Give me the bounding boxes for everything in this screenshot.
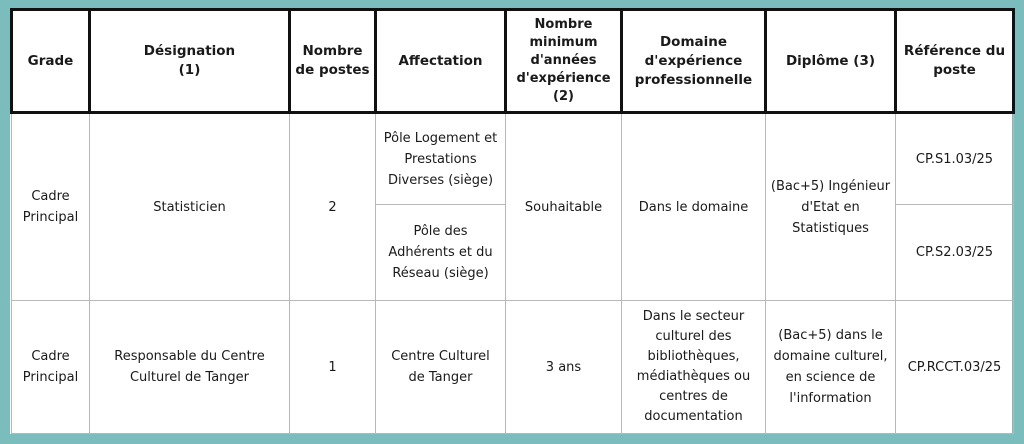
row1-diplome: (Bac+5) Ingénieur d'Etat en Statistiques xyxy=(766,113,896,301)
row2-diplome: (Bac+5) dans le domaine culturel, en science de l'information xyxy=(766,301,896,434)
row2-nombre: 1 xyxy=(290,301,376,434)
row1-designation: Statisticien xyxy=(90,113,290,301)
row2-grade: Cadre Principal xyxy=(12,301,90,434)
table-row xyxy=(12,301,1014,434)
row1-nombre: 2 xyxy=(290,113,376,301)
row2-domaine: Dans le secteur culturel des bibliothèques, médiathèques ou centres de documentation xyxy=(622,301,766,434)
header-diplome: Diplôme (3) xyxy=(766,10,896,113)
row1-reference-b: CP.S2.03/25 xyxy=(896,205,1014,301)
row1-reference-a: CP.S1.03/25 xyxy=(896,113,1014,205)
header-affectation: Affectation xyxy=(376,10,506,113)
row1-grade: Cadre Principal xyxy=(12,113,90,301)
header-row xyxy=(12,10,1014,113)
header-domaine: Domaine d'expérience professionnelle xyxy=(622,10,766,113)
job-postings-table xyxy=(10,8,1015,434)
row1-domaine: Dans le domaine xyxy=(622,113,766,301)
header-designation: Désignation (1) xyxy=(90,10,290,113)
row2-experience: 3 ans xyxy=(506,301,622,434)
row2-affectation: Centre Culturel de Tanger xyxy=(376,301,506,434)
job-table-sheet xyxy=(10,8,1012,434)
row1-experience: Souhaitable xyxy=(506,113,622,301)
table-row xyxy=(12,113,1014,205)
row2-designation: Responsable du Centre Culturel de Tanger xyxy=(90,301,290,434)
header-reference: Référence du poste xyxy=(896,10,1014,113)
row1-affectation-b: Pôle des Adhérents et du Réseau (siège) xyxy=(376,205,506,301)
header-nombre-postes: Nombre de postes xyxy=(290,10,376,113)
row2-reference: CP.RCCT.03/25 xyxy=(896,301,1014,434)
row1-affectation-a: Pôle Logement et Prestations Diverses (siège) xyxy=(376,113,506,205)
header-experience-min: Nombre minimum d'années d'expérience (2) xyxy=(506,10,622,113)
header-grade: Grade xyxy=(12,10,90,113)
